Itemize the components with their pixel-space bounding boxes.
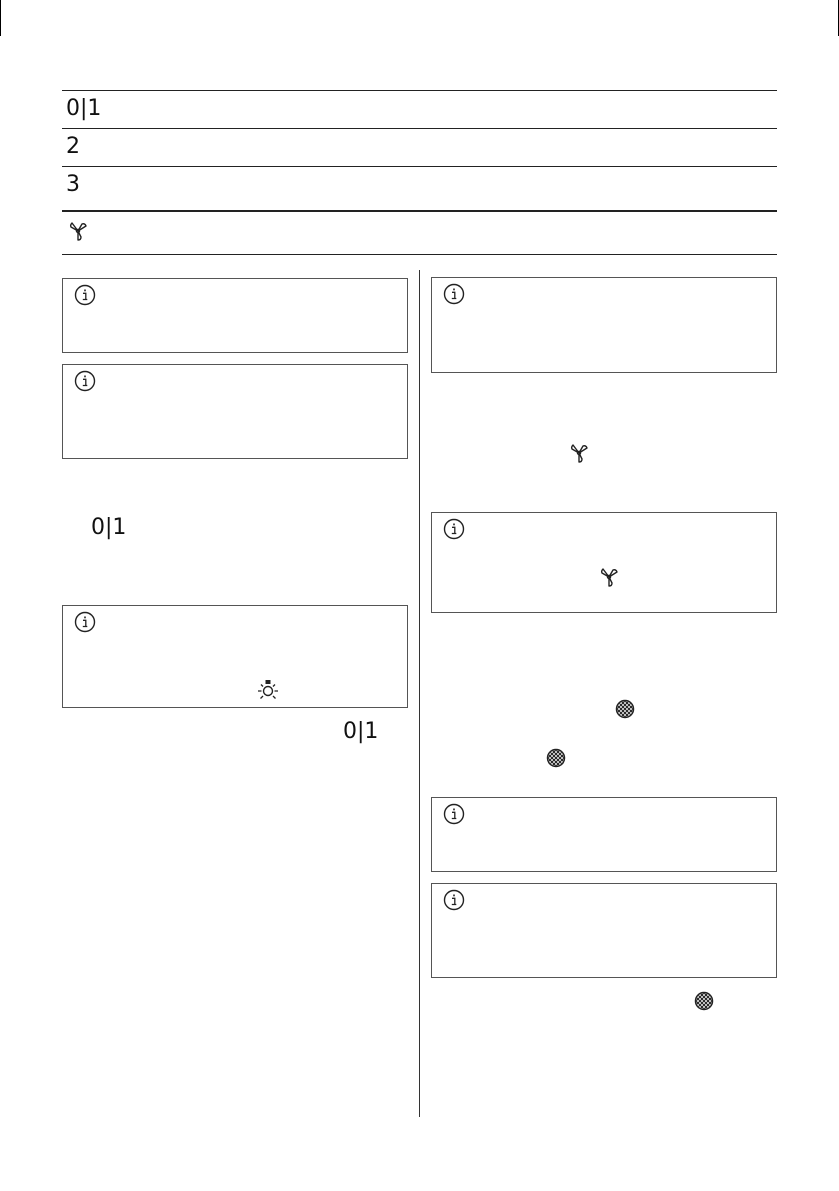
info-icon	[443, 803, 465, 825]
filter-icon	[546, 748, 566, 768]
info-icon	[443, 518, 465, 540]
info-icon	[74, 611, 96, 633]
speed-3-symbol: 3	[66, 172, 80, 197]
info-icon	[443, 889, 465, 911]
table-rule-thick	[62, 210, 777, 212]
fan-icon	[567, 441, 591, 465]
filter-icon	[615, 699, 635, 719]
info-box	[431, 797, 777, 872]
info-box	[62, 278, 408, 353]
power-symbol: 0|1	[91, 515, 127, 540]
info-icon	[74, 284, 96, 306]
table-rule	[62, 90, 777, 91]
info-box	[431, 277, 777, 373]
table-rule	[62, 254, 777, 255]
table-rule	[62, 166, 777, 167]
power-symbol: 0|1	[66, 96, 102, 121]
info-box	[431, 512, 777, 613]
power-symbol: 0|1	[343, 719, 379, 744]
column-divider	[419, 270, 420, 1117]
fan-icon	[66, 219, 90, 243]
table-rule	[62, 128, 777, 129]
filter-icon	[694, 991, 714, 1011]
light-icon	[256, 678, 280, 702]
info-box	[62, 605, 408, 708]
info-icon	[443, 283, 465, 305]
info-box	[62, 364, 408, 459]
speed-2-symbol: 2	[66, 134, 80, 159]
fan-icon	[597, 565, 621, 589]
crop-mark-left	[0, 0, 1, 36]
info-box	[431, 883, 777, 978]
info-icon	[74, 370, 96, 392]
